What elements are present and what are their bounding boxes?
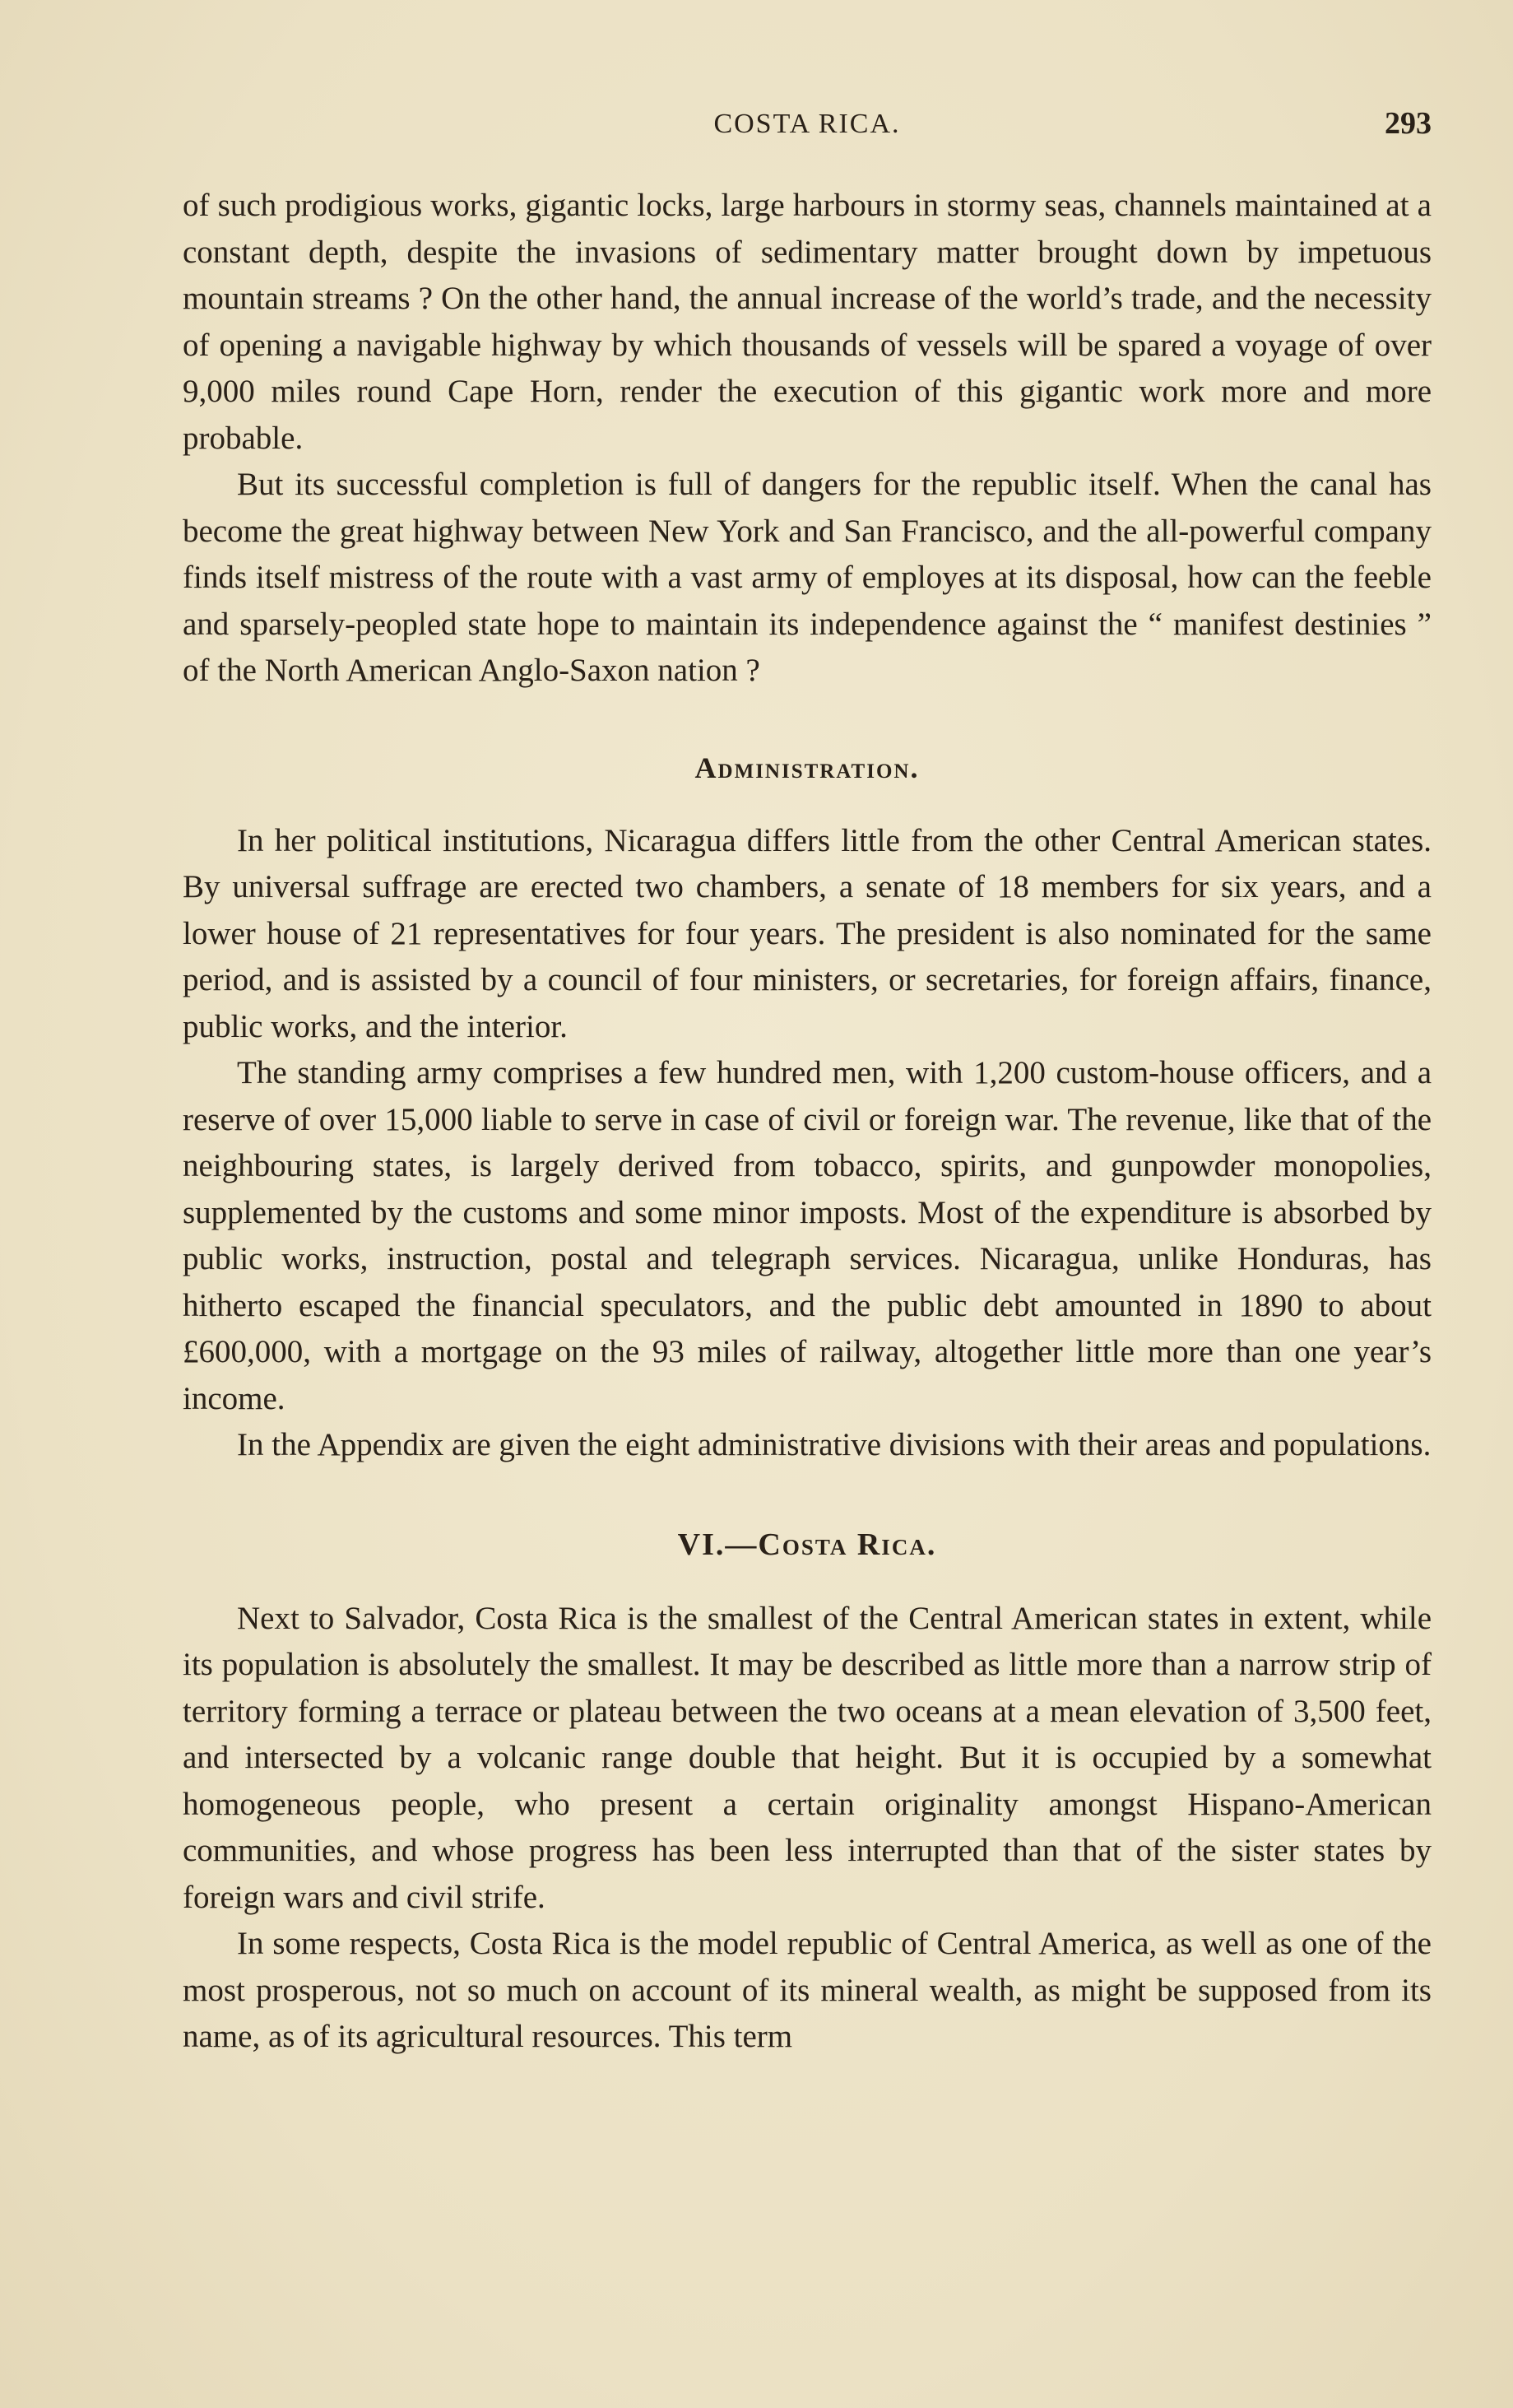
- running-header: [183, 105, 1432, 146]
- section-heading-costa-rica: VI.—Costa Rica.: [677, 1527, 937, 1562]
- paragraph-costa-rica-intro: Next to Salvador, Costa Rica is the smallest of the Central American states in extent, while its population is absolutely the smallest. It may be described as little more than a narrow strip of territory forming a terrace or plateau between the two oceans at a mean elevation of 3,500 feet, and intersected by a volcanic range double that height. But it is occupied by a somewhat homogeneous people, who present a certain originality amongst Hispano-American communities, and whose progress has been less interrupted than that of the sister states by foreign wars and civil strife.: [183, 1600, 1432, 1915]
- body-text: [183, 183, 1432, 2061]
- paragraph-continuation: of such prodigious works, gigantic locks, large harbours in stormy seas, channels maintained at a constant depth, despite the invasions of sedimentary matter brought down by impetuous mountain streams ? On the other hand, the annual increase of the world’s trade, and the necessity of opening a navigable highway by which thousands of vessels will be spared a voyage of over 9,000 miles round Cape Horn, render the execution of this gigantic work more and more probable.: [183, 188, 1432, 456]
- paragraph-political-institutions: In her political institutions, Nicaragua differs little from the other Central American states. By universal suffrage are erected two chambers, a senate of 18 members for six years, and a lower house of 21 representatives for four years. The president is also nominated for the same period, and is assisted by a council of four ministers, or secretaries, for foreign affairs, finance, public works, and the interior.: [183, 822, 1432, 1044]
- paragraph-army-revenue: The standing army comprises a few hundred men, with 1,200 custom-house officers, and a reserve of over 15,000 liable to serve in case of civil or foreign war. The revenue, like that of the neighbouring states, is largely derived from tobacco, spirits, and gunpowder monopolies, supplemented by the customs and some minor imposts. Most of the expenditure is absorbed by public works, instruction, postal and telegraph services. Nicaragua, unlike Honduras, has hitherto escaped the financial speculators, and the public debt amounted in 1890 to about £600,000, with a mortgage on the 93 miles of railway, altogether little more than one year’s income.: [183, 1055, 1432, 1416]
- paragraph-appendix: In the Appendix are given the eight administrative divisions with their areas and populations.: [237, 1427, 1432, 1462]
- running-title: COSTA RICA.: [713, 109, 901, 139]
- page-number: 293: [1385, 106, 1432, 141]
- section-heading-administration: Administration.: [694, 751, 920, 784]
- paragraph-model-republic: In some respects, Costa Rica is the model republic of Central America, as well as one of the most prosperous, not so much on account of its mineral wealth, as might be supposed from its name, as of its agricultural resources. This term: [183, 1926, 1432, 2054]
- paragraph-canal-dangers: But its successful completion is full of dangers for the republic itself. When the canal has become the great highway between New York and San Francisco, and the all-powerful company finds itself mistress of the route with a vast army of employes at its disposal, how can the feeble and sparsely-peopled state hope to maintain its independence against the “ manifest destinies ” of the North American Anglo-Saxon nation ?: [183, 467, 1432, 688]
